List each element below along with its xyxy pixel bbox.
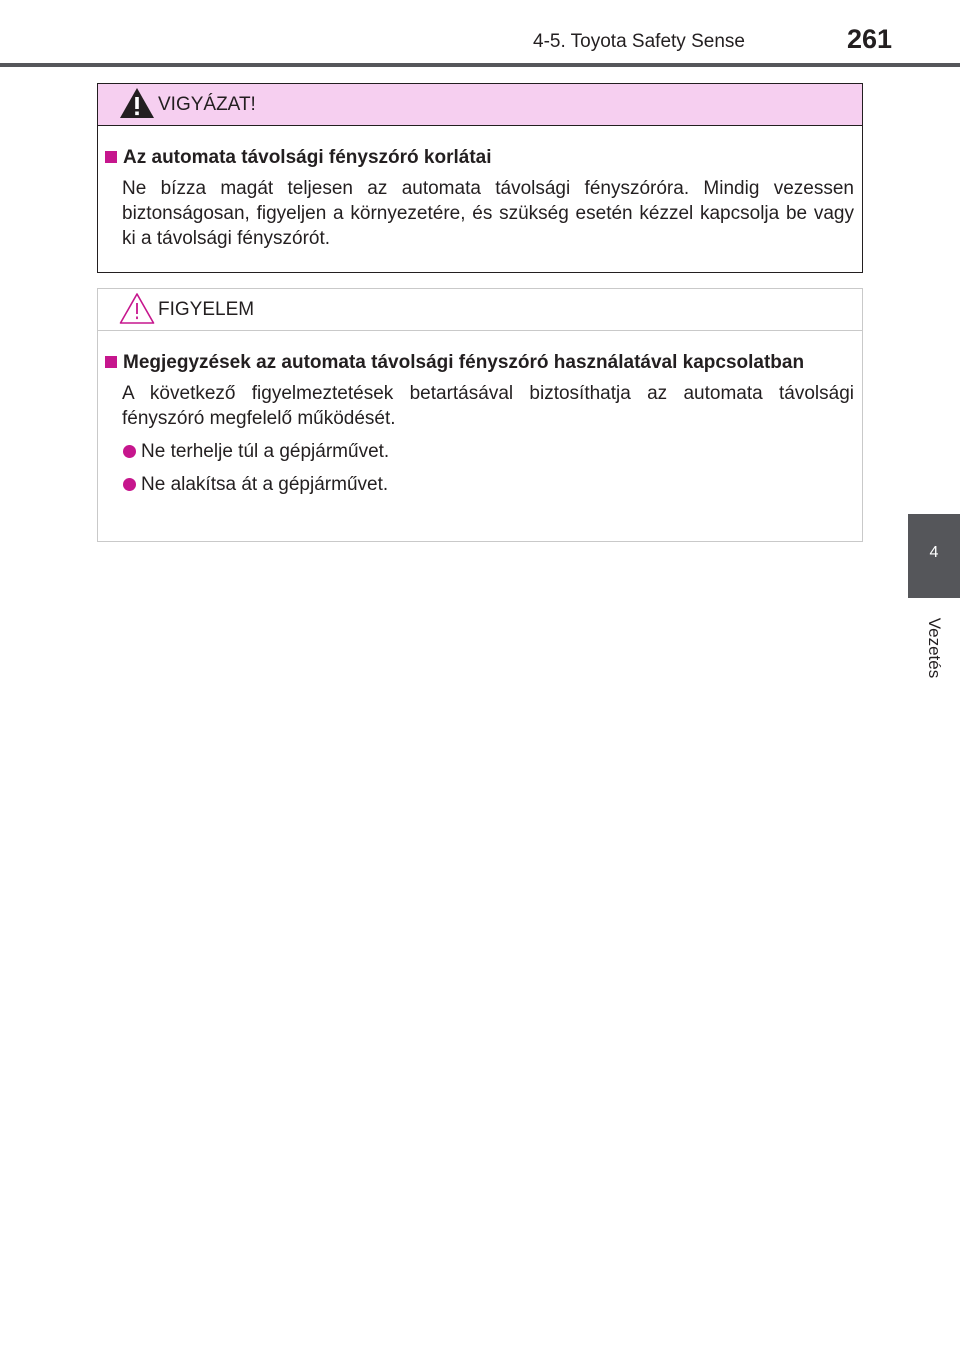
- warning-triangle-outline-icon: [118, 291, 156, 325]
- notice-subheading: [105, 350, 854, 375]
- chapter-tab-number: 4: [929, 544, 939, 561]
- notice-heading-text: Megjegyzések az automata távolsági fényszóró használatával kapcsolatban: [123, 352, 805, 373]
- list-item-text: Ne alakítsa át a gépjárművet.: [141, 474, 389, 495]
- chapter-tab[interactable]: [908, 514, 960, 598]
- caution-paragraph: Ne bízza magát teljesen az automata távolsági fényszóróra. Mindig vezessen biztonságosan, figyeljen a környezetére, és szükség esetén kézzel kapcsolja be vagy ki a távolsági fényszórót.: [122, 178, 854, 249]
- round-bullet-icon: [123, 478, 136, 491]
- page-number: 261: [847, 24, 893, 54]
- caution-subheading: [105, 145, 854, 170]
- square-bullet-icon: [105, 151, 117, 163]
- caution-box: [97, 83, 863, 273]
- warning-triangle-filled-icon: [118, 86, 156, 120]
- caution-header: [98, 84, 862, 126]
- notice-body: [98, 331, 862, 497]
- notice-list: [123, 439, 854, 497]
- running-header-section: 4-5. Toyota Safety Sense: [533, 31, 745, 52]
- list-item: [123, 439, 854, 464]
- caution-title: VIGYÁZAT!: [158, 93, 256, 115]
- notice-paragraph: A következő figyelmeztetések betartásával biztosíthatja az automata távolsági fényszóró megfelelő működését.: [122, 383, 854, 429]
- header-divider: [0, 63, 960, 67]
- chapter-tab-label: Vezetés: [925, 617, 944, 679]
- notice-box: [97, 288, 863, 542]
- notice-title: FIGYELEM: [158, 298, 255, 320]
- list-item-text: Ne terhelje túl a gépjárművet.: [141, 441, 390, 462]
- list-item: [123, 472, 854, 497]
- square-bullet-icon: [105, 356, 117, 368]
- notice-header: [98, 289, 862, 331]
- round-bullet-icon: [123, 445, 136, 458]
- caution-body: [98, 126, 862, 251]
- caution-heading-text: Az automata távolsági fényszóró korlátai: [123, 147, 492, 168]
